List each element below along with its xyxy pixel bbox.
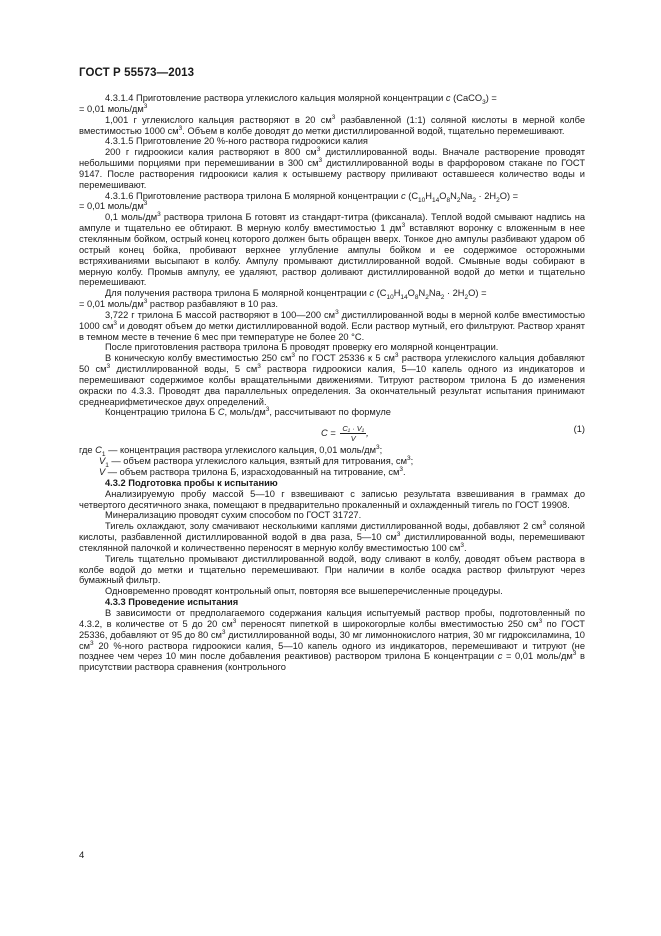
paragraph: Анализируемую пробу массой 5—10 г взвешивают с записью результата взвешивания в граммах до четвертого десятичного знака, помещают в предварительно прокаленный и охлажденный тигель по ГОСТ 19908. [79, 488, 585, 510]
legend-item: $V_1$ — объем раствора углекислого кальция, взятый для титрования, $см^3$; [99, 455, 414, 470]
section-4-3-1-4-title: 4.3.1.4 Приготовление раствора углекислого кальция молярной концентрации c (CaCO$_3$) = [105, 93, 497, 106]
section-4-3-1-6-title: 4.3.1.6 Приготовление раствора трилона Б молярной концентрации c $(C_{10}H_{14}O_8N_2Na_2 \cdot 2H_2O)$ = [105, 190, 519, 204]
section-4-3-2-title: 4.3.2 Подготовка пробы к испытанию [105, 477, 278, 488]
formula-denominator: V [350, 434, 356, 444]
legend-item: где $C_1$ — концентрация раствора углекислого кальция, 0,01 моль/$дм^3$; [79, 444, 383, 459]
formula-1 [79, 418, 585, 444]
paragraph: 0,1 моль/$дм^3$ раствора трилона Б готовят из стандарт-титра (фиксанала). Теплой водой смывают надпись на ампуле и тщательно ее обтирают. В мерную колбу вместимостью 1 $дм^3$ вставляют воронку с вложенным в нее стеклянным бойком, острый конец которого должен быть обращен вверх. Тонкое дно ампулы разбивают ударом об острый конец бойка, пробивают верхнее углубление ампулы бойком и ее содержимое осторожными встряхиваниями высыпают в колбу. Ампулу промывают дистиллированной водой. Смывные воды собирают в мерную колбу. Промыв ампулу, ее удаляют, раствор доливают дистиллированной водой до метки и тщательно перемешивают. [79, 211, 585, 288]
legend-item: V — объем раствора трилона Б, израсходованный на титрование, $см^3$. [99, 465, 406, 477]
section-4-3-1-4-title-cont: = 0,01 моль/$дм^3$ [79, 102, 148, 114]
paragraph: Тигель охлаждают, золу смачивают несколькими каплями дистиллированной воды, добавляют 2 $см^3$ соляной кислоты, разбавленной дистиллированной водой в два раза, 5—10 $см^3$ дистиллированной воды, перемешивают стеклянной палочкой и количественно переносят в мерную колбу вместимостью 100 $см^3$. [79, 520, 586, 553]
paragraph: 200 г гидроокиси калия растворяют в 800 $см^3$ дистиллированной воды. Вначале растворение проводят небольшими порциями при перемешивании в 300 $см^3$ дистиллированной воды в фарфоровом стакане по ГОСТ 9147. После растворения гидроокиси калия к остывшему раствору приливают оставшееся количество воды и перемешивают. [79, 146, 585, 190]
formula-fraction [340, 424, 366, 443]
paragraph: Для получения раствора трилона Б молярной концентрации c $(C_{10}H_{14}O_8N_2Na_2 \cdot 2H_2O)$ = [105, 288, 487, 302]
document-header: ГОСТ Р 55573—2013 [79, 67, 195, 79]
formula-expression: C = $\frac{\text{C₁ · V₁}}{V}$ , [321, 424, 369, 444]
formula-number: (1) [573, 424, 585, 435]
paragraph: В коническую колбу вместимостью 250 $см^3$ по ГОСТ 25336 к 5 $см^3$ раствора углекислого кальция добавляют 50 $см^3$ дистиллированной воды, 5 $см^3$ раствора гидроокиси калия, 5—10 капель одного из индикаторов и перемешивают содержимое колбы вращательными движениями. Титруют раствором трилона Б до изменения окраски по 4.3.3. Проводят два параллельных определения. За окончательный результат испытания принимают среднеарифметическое двух определений. [79, 352, 586, 407]
paragraph: 1,001 г углекислого кальция растворяют в 20 $см^3$ разбавленной (1:1) соляной кислоты в мерной колбе вместимостью 1000 $см^3$. Объем в колбе доводят до метки дистиллированной водой, тщательно перемешивают. [79, 113, 585, 136]
paragraph: После приготовления раствора трилона Б проводят проверку его молярной концентрации. [105, 342, 499, 353]
paragraph: Концентрацию трилона Б С, моль/$дм^3$, рассчитывают по формуле [105, 406, 391, 418]
paragraph-cont: = 0,01 моль/$дм^3$ раствор разбавляют в 10 раз. [79, 297, 278, 310]
page-number: 4 [79, 850, 85, 861]
paragraph: Одновременно проводят контрольный опыт, повторяя все вышеперечисленные процедуры. [105, 586, 503, 597]
document-body [79, 93, 585, 673]
paragraph: В зависимости от предполагаемого содержания кальция испытуемый раствор пробы, подготовленный по 4.3.2, в количестве от 5 до 20 $см^3$ переносят пипеткой в широкогорлые колбы вместимостью 250 $см^3$ по ГОСТ 25336, добавляют от 95 до 80 $см^3$ дистиллированной воды, 30 мг лимоннокислого натрия, 30 мг гидроксиламина, 10 $см^3$ 20 %-ного раствора гидроокиси калия, 5—10 капель одного из индикаторов, перемешивают и титруют (не позднее чем через 10 мин после добавления реактивов) раствором трилона Б концентрации с = 0,01 моль/$дм^3$ в присутствии раствора сравнения (контрольного [79, 607, 585, 673]
paragraph: Тигель тщательно промывают дистиллированной водой, воду сливают в колбу, доводят объем раствора в колбе водой до метки и тщательно перемешивают. При наличии в колбе осадка раствор фильтруют через бумажный фильтр. [79, 553, 585, 586]
paragraph: Минерализацию проводят сухим способом по ГОСТ 31727. [105, 510, 362, 521]
section-4-3-3-title: 4.3.3 Проведение испытания [105, 597, 239, 608]
section-4-3-1-5-title: 4.3.1.5 Приготовление 20 %-ного раствора гидроокиси калия [105, 136, 368, 147]
section-4-3-1-6-title-cont: = 0,01 моль/$дм^3$ [79, 200, 148, 212]
paragraph: 3,722 г трилона Б массой растворяют в 100—200 $см^3$ дистиллированной воды в мерной колбе вместимостью 1000 $см^3$ и доводят объем до метки дистиллированной водой. Если раствор мутный, его фильтруют. Раствор хранят в темном месте в течение 6 мес при температуре не более 20 °С. [79, 308, 585, 342]
formula-legend [79, 445, 585, 478]
formula-numerator: C₁ · V₁ [342, 424, 365, 434]
